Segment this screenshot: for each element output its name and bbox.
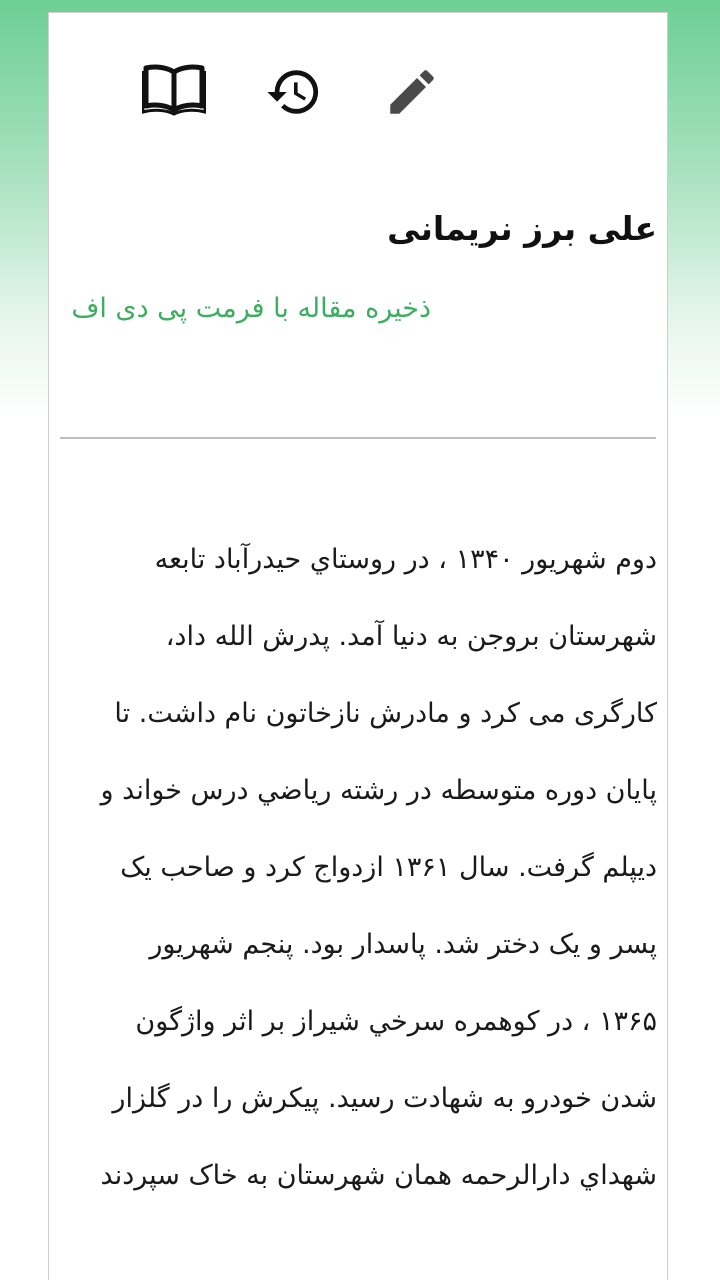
article-title: علی برز نریمانی [387, 209, 657, 248]
save-as-pdf-link[interactable]: ذخیره مقاله با فرمت پی دی اف [71, 293, 431, 324]
divider [60, 437, 656, 439]
body-text-line: شهرستان بروجن به دنیا آمد. پدرش الله داد، [165, 621, 657, 652]
article-toolbar [49, 13, 667, 173]
read-article-button[interactable] [139, 59, 209, 119]
book-open-icon [142, 62, 206, 116]
article-body [61, 521, 657, 1214]
history-icon [265, 63, 323, 121]
body-text-line: پایان دوره متوسطه در رشته ریاضي درس خواند و [100, 775, 657, 806]
edit-button[interactable] [381, 61, 443, 123]
history-button[interactable] [263, 61, 325, 123]
body-text-line: شدن خودرو به شهادت رسید. پیکرش را در گلزار [112, 1083, 657, 1114]
article-card [48, 12, 668, 1280]
body-text-line: دوم شهریور ۱۳۴۰ ، در روستاي حیدرآباد تابعه [154, 544, 657, 575]
pencil-icon [383, 63, 441, 121]
body-text-line: ۱۳۶۵ ، در کوهمره سرخي شیراز بر اثر واژگون [135, 1006, 657, 1037]
body-text-line: پسر و یک دختر شد. پاسدار بود. پنجم شهریور [149, 929, 657, 960]
body-text-line: شهداي دارالرحمه همان شهرستان به خاک سپردند [100, 1160, 657, 1191]
body-text-line: کارگری می کرد و مادرش نازخاتون نام داشت. تا [114, 698, 657, 729]
body-text-line: دیپلم گرفت. سال ۱۳۶۱ ازدواج کرد و صاحب یک [120, 852, 657, 883]
